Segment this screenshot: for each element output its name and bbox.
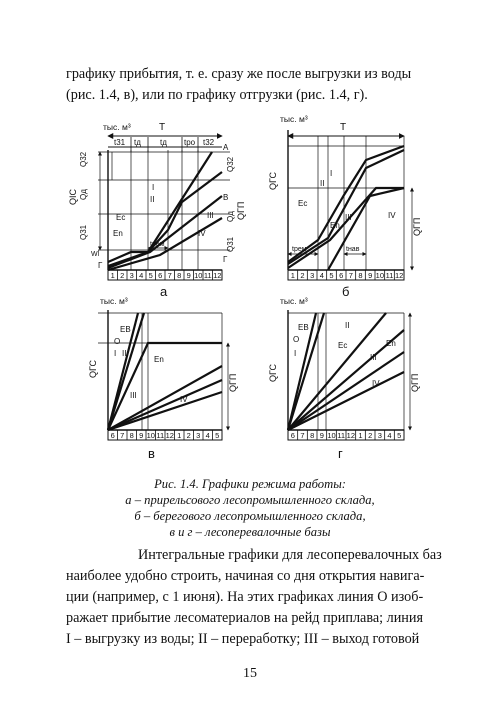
month-label: 2	[120, 271, 125, 280]
interval-label: t31	[114, 138, 126, 147]
month-label: 3	[310, 271, 315, 280]
interval-label: tрем	[150, 241, 165, 248]
month-label: 7	[120, 431, 125, 440]
month-label: 3	[377, 431, 382, 440]
month-label: 1	[358, 431, 363, 440]
line-label: Ec	[116, 213, 126, 222]
graph-letter: а	[160, 284, 168, 299]
month-label: 2	[186, 431, 191, 440]
month-label: 1	[177, 431, 182, 440]
month-label: 4	[387, 431, 392, 440]
interval-label: tнав	[346, 246, 360, 253]
month-label: 4	[205, 431, 210, 440]
month-label: 8	[177, 271, 182, 280]
line-label: III	[207, 211, 214, 220]
axis-label: Q32	[226, 156, 235, 172]
month-label: 3	[129, 271, 134, 280]
axis-label: Qд	[226, 211, 235, 222]
month-label: 3	[196, 431, 201, 440]
interval-label: tро	[184, 138, 196, 147]
axis-label: QГП	[412, 217, 422, 236]
period-label: T	[159, 122, 166, 133]
line-label: O	[293, 335, 300, 344]
month-label: 1	[110, 271, 115, 280]
axis-label: Q31	[226, 236, 235, 252]
line-label: En	[154, 355, 164, 364]
line-label: I	[330, 169, 333, 178]
line-label: III	[130, 391, 137, 400]
period-label: T	[340, 122, 347, 133]
month-label: 6	[290, 431, 295, 440]
graph-d	[268, 296, 420, 461]
graph-letter: в	[148, 446, 155, 461]
text-line: наиболее удобно строить, начиная со дня открытия навига-	[66, 568, 425, 584]
month-label: 9	[139, 431, 144, 440]
month-label: 2	[300, 271, 305, 280]
month-label: 4	[319, 271, 324, 280]
axis-label: QГС	[268, 364, 278, 382]
line-label: En	[113, 229, 123, 238]
line-label: I	[152, 183, 155, 192]
interval-label: tрем	[292, 246, 307, 253]
line-label: En	[386, 339, 396, 348]
month-label: 9	[319, 431, 324, 440]
month-axis	[108, 430, 222, 440]
month-label: 10	[375, 271, 385, 280]
page-number: 15	[243, 666, 257, 681]
paragraph-bottom	[66, 545, 440, 650]
axis-label: Qд	[79, 189, 88, 200]
text-line: (рис. 1.4, в), или по графику отгрузки (рис. 1.4, г).	[66, 87, 368, 103]
line-label: Ec	[298, 199, 308, 208]
axis-label: Q32	[79, 151, 88, 167]
unit-label: тыс. м³	[100, 296, 128, 306]
month-label: 9	[186, 271, 191, 280]
month-label: 8	[310, 431, 315, 440]
month-axis	[288, 270, 404, 280]
month-label: 11	[337, 431, 346, 440]
axis-label: A	[223, 143, 229, 152]
line-label: III	[345, 213, 352, 222]
line-label: I	[114, 349, 117, 358]
interval-label: tд	[160, 138, 167, 147]
month-label: 10	[194, 271, 203, 280]
caption-line: в и г – лесоперевалочные базы	[169, 525, 331, 539]
month-label: 6	[110, 431, 115, 440]
text-line: I – выгрузку из воды; II – переработку; III – выход готовой	[66, 631, 420, 647]
graph-a	[68, 122, 246, 299]
axis-label: QГП	[236, 201, 246, 220]
line-label: IV	[372, 379, 380, 388]
month-label: 5	[397, 431, 402, 440]
interval-label: tд	[134, 138, 141, 147]
line-label: IV	[198, 229, 206, 238]
graph-letter: г	[338, 446, 343, 461]
month-label: 6	[158, 271, 163, 280]
line-label: II	[122, 349, 127, 358]
month-axis	[108, 270, 222, 280]
text-line: графику прибытия, т. е. сразу же после выгрузки из воды	[66, 66, 412, 82]
month-label: 6	[339, 271, 344, 280]
month-label: 12	[346, 431, 356, 440]
month-label: 7	[167, 271, 172, 280]
axis-label: QГС	[268, 172, 278, 190]
month-label: 11	[156, 431, 165, 440]
month-label: 12	[165, 431, 174, 440]
line-label: EB	[120, 325, 131, 334]
month-label: 12	[213, 271, 222, 280]
caption-title: Рис. 1.4. Графики режима работы:	[154, 477, 346, 491]
line-label: EB	[298, 323, 309, 332]
axis-label: B	[223, 193, 229, 202]
axis-label: Г	[98, 261, 103, 270]
axis-label: Q31	[79, 224, 88, 240]
month-label: 11	[385, 271, 394, 280]
line-label: O	[114, 337, 121, 346]
line-label: II	[320, 179, 325, 188]
axis-label: Г	[223, 255, 228, 264]
graph-c	[88, 296, 238, 461]
month-label: 7	[348, 271, 353, 280]
axis-label: QГС	[88, 360, 98, 378]
interval-label: t32	[203, 138, 215, 147]
month-label: 11	[203, 271, 212, 280]
month-label: 10	[327, 431, 336, 440]
unit-label: тыс. м³	[103, 122, 131, 132]
line-label: II	[345, 321, 350, 330]
line-label: IV	[388, 211, 396, 220]
axis-label: QIC	[68, 188, 78, 205]
line-label: Ec	[338, 341, 348, 350]
month-label: 10	[146, 431, 155, 440]
line-label: I	[294, 349, 297, 358]
text-line: ции (например, с 1 июня). На этих графиках линия O изоб-	[66, 589, 424, 605]
caption-line: б – берегового лесопромышленного склада,	[134, 509, 366, 523]
text-line: ражает прибытие лесоматериалов на рейд приплава; линия	[66, 610, 424, 626]
month-label: 7	[300, 431, 305, 440]
graph-b	[268, 114, 422, 299]
text-line: Интегральные графики для лесоперевалочных баз	[138, 547, 442, 563]
caption-line: а – прирельсового лесопромышленного склада,	[125, 493, 375, 507]
graph-letter: б	[342, 284, 350, 299]
axis-label: QГП	[228, 373, 238, 392]
unit-label: тыс. м³	[280, 296, 308, 306]
unit-label: тыс. м³	[280, 114, 308, 124]
line-label: III	[370, 353, 377, 362]
figure-caption	[80, 476, 420, 540]
month-label: 8	[358, 271, 363, 280]
line-label: En	[330, 221, 340, 230]
month-label: 5	[329, 271, 334, 280]
line-label: IV	[180, 395, 188, 404]
month-label: 12	[394, 271, 404, 280]
month-label: 9	[368, 271, 373, 280]
axis-label: Wl	[91, 251, 100, 258]
month-label: 4	[139, 271, 144, 280]
line-label: II	[150, 195, 155, 204]
month-label: 5	[215, 431, 220, 440]
axis-label: QГП	[410, 373, 420, 392]
month-label: 1	[290, 271, 295, 280]
month-axis	[288, 430, 404, 440]
month-label: 5	[148, 271, 153, 280]
month-label: 8	[129, 431, 134, 440]
month-label: 2	[368, 431, 373, 440]
